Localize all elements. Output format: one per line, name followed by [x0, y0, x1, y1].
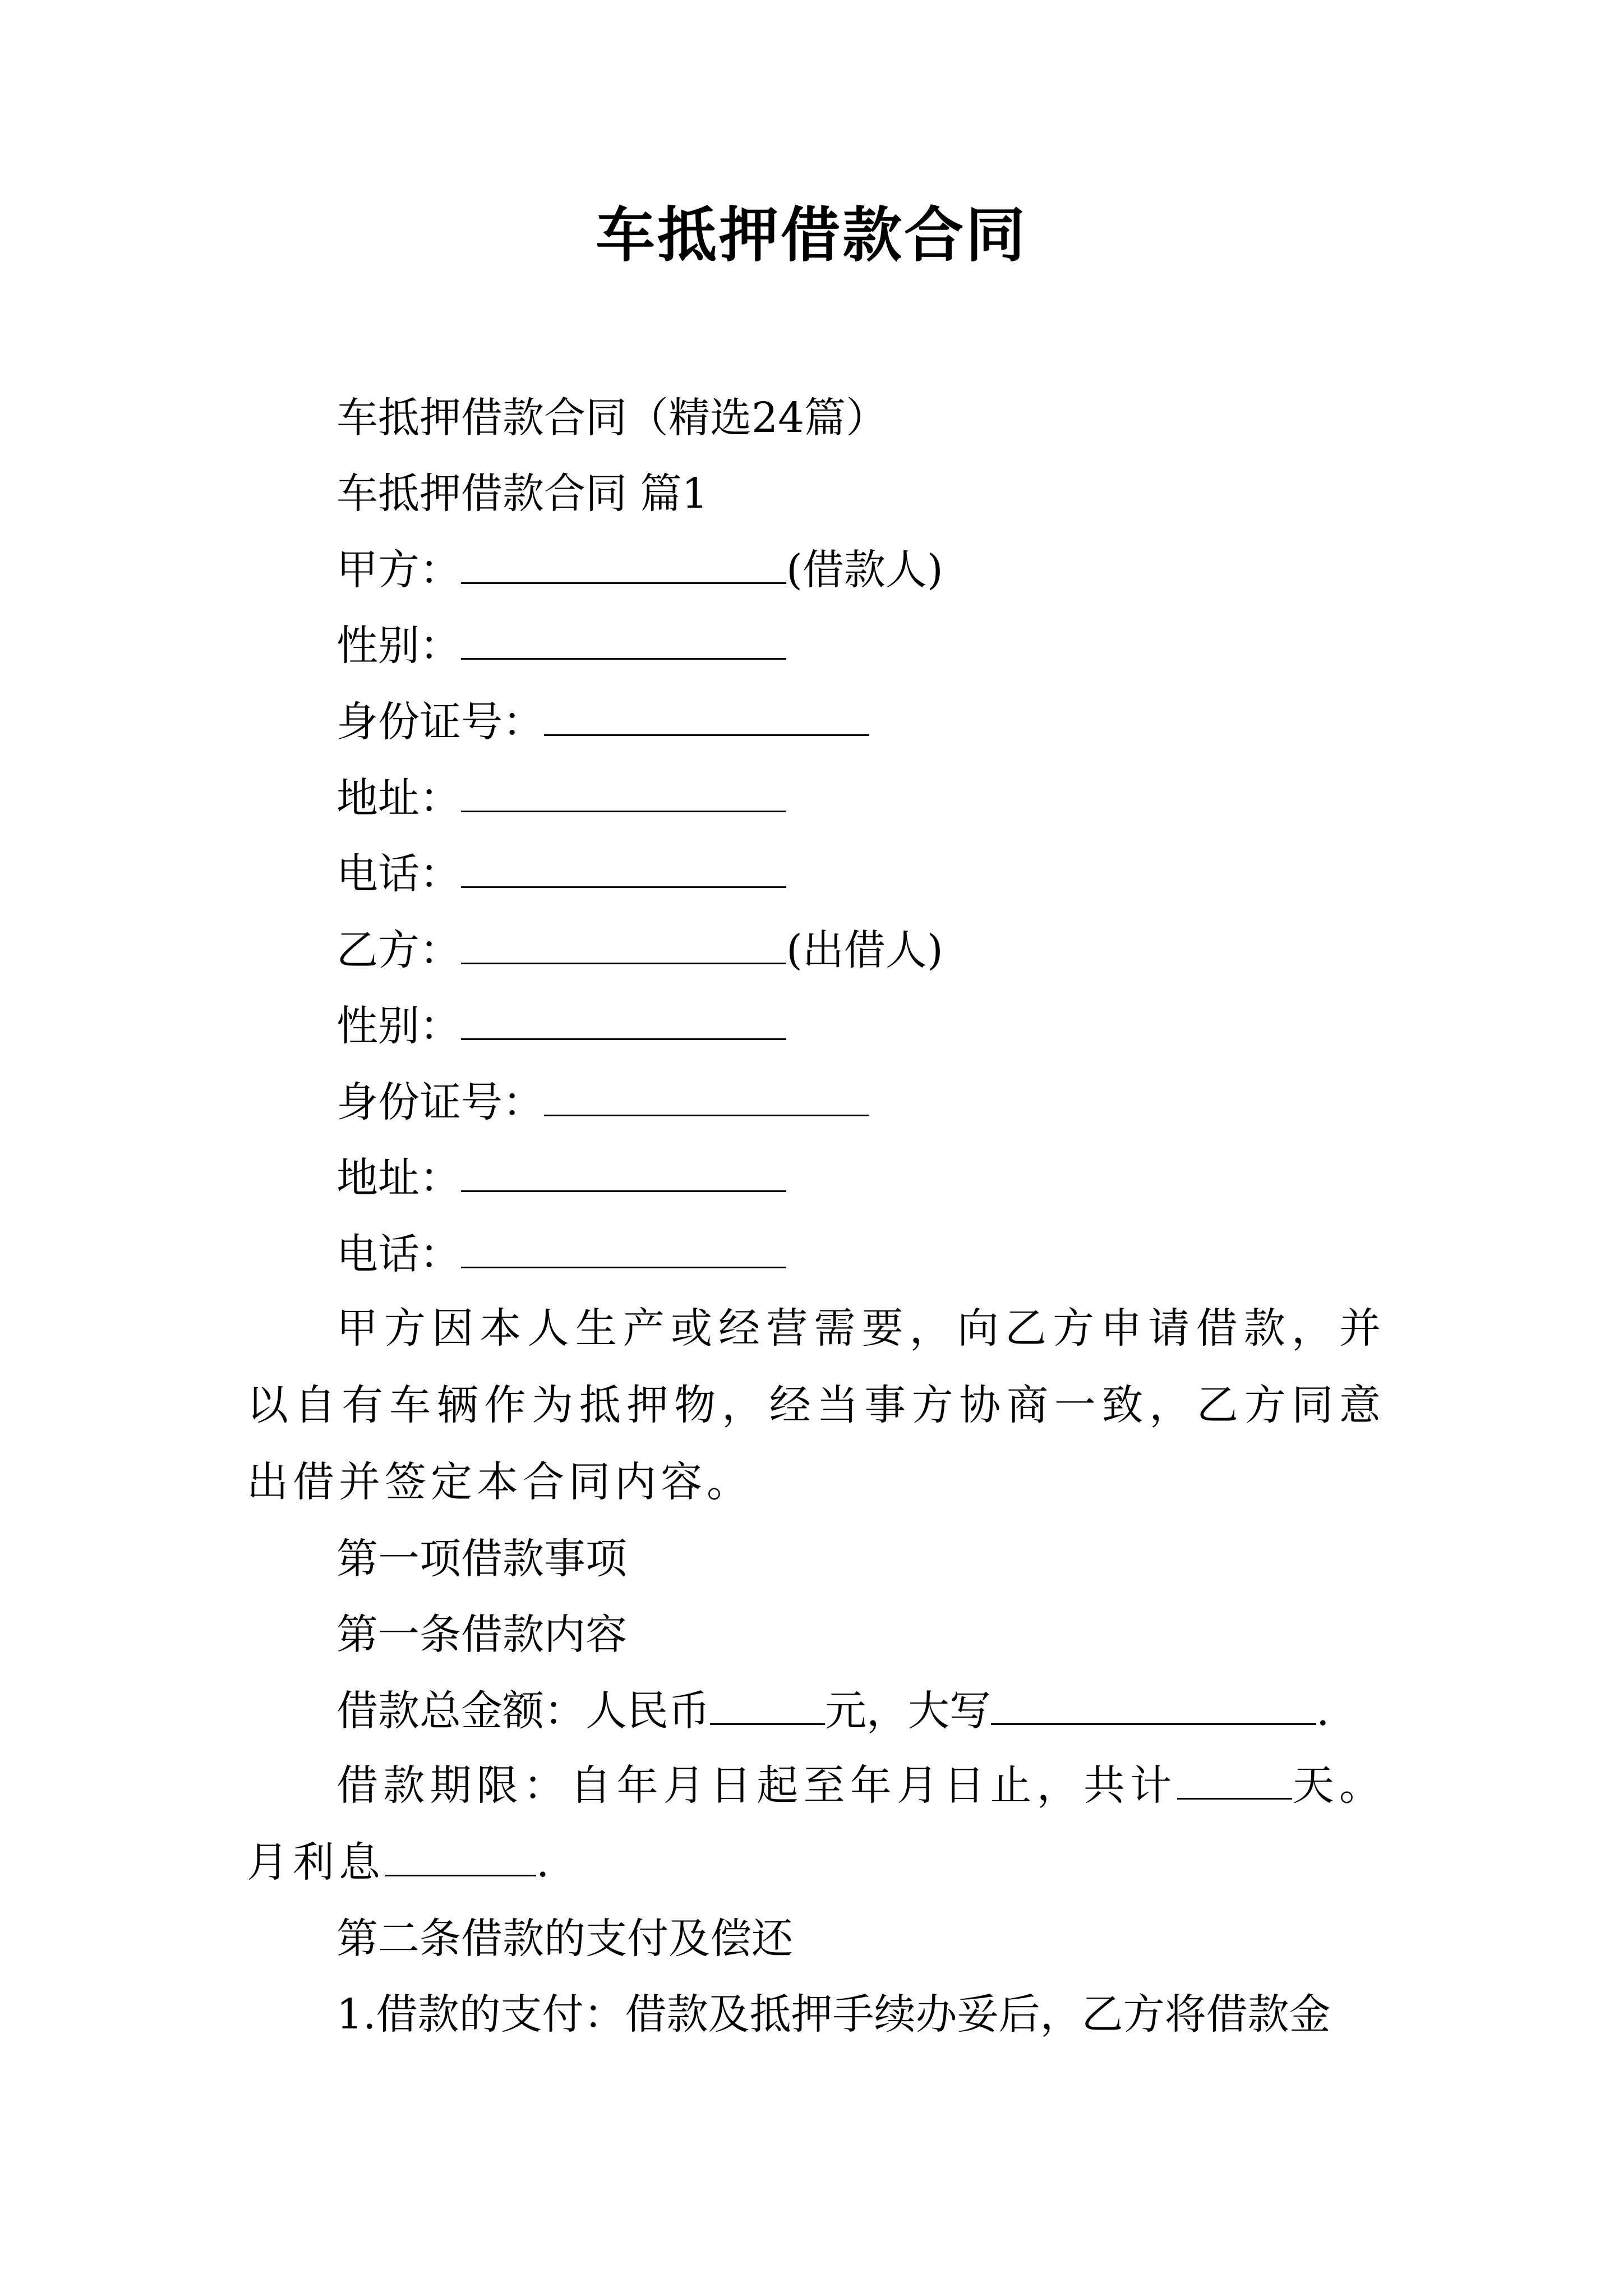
- payment-clause: 1.借款的支付：借款及抵押手续办妥后，乙方将借款金: [336, 1990, 1331, 2039]
- party-a-address-label: 地址：: [336, 774, 461, 822]
- party-b-gender-label: 性别：: [336, 1002, 461, 1050]
- party-a-phone-label: 电话：: [336, 850, 461, 898]
- party-a-name-blank: [461, 543, 786, 584]
- party-b-phone-line: [336, 1226, 786, 1282]
- loan-term-days-blank: [1177, 1759, 1292, 1800]
- party-a-role: (借款人): [786, 546, 943, 594]
- loan-term-paragraph: [247, 1747, 1385, 1901]
- section-heading-1: 第一项借款事项: [336, 1535, 627, 1583]
- party-b-name-blank: [461, 923, 786, 964]
- article-heading-1: 第一条借款内容: [336, 1611, 627, 1659]
- monthly-interest-blank: [385, 1835, 536, 1876]
- article-heading-2: 第二条借款的支付及偿还: [336, 1915, 793, 1963]
- party-b-address-line: [336, 1150, 786, 1206]
- party-b-label: 乙方：: [336, 926, 461, 974]
- party-b-id-label: 身份证号：: [336, 1078, 544, 1126]
- chapter-heading: 车抵押借款合同 篇1: [336, 470, 708, 518]
- party-a-label: 甲方：: [336, 546, 461, 594]
- party-a-address-line: [336, 770, 786, 826]
- party-b-gender-line: [336, 998, 786, 1054]
- loan-amount-unit: 元，大写: [825, 1687, 991, 1735]
- party-b-address-blank: [461, 1151, 786, 1192]
- party-a-id-line: [336, 694, 869, 750]
- party-b-line: [336, 922, 943, 978]
- loan-amount-end: .: [1316, 1687, 1330, 1735]
- party-b-id-line: [336, 1074, 869, 1130]
- party-a-phone-blank: [461, 847, 786, 888]
- loan-amount-words-blank: [991, 1684, 1316, 1725]
- party-a-id-blank: [544, 695, 869, 736]
- loan-amount-line: [336, 1683, 1330, 1739]
- loan-term-text: 借款期限：自年月日起至年月日止，共计: [336, 1761, 1177, 1810]
- party-b-phone-blank: [461, 1227, 786, 1268]
- loan-term-unit: 天。月利息: [247, 1761, 1385, 1887]
- party-b-address-label: 地址：: [336, 1154, 461, 1202]
- loan-amount-label: 借款总金额：人民币: [336, 1687, 710, 1735]
- document-subtitle: 车抵押借款合同（精选24篇）: [336, 394, 888, 442]
- party-b-role: (出借人): [786, 926, 943, 974]
- party-a-line: [336, 542, 943, 598]
- party-a-gender-line: [336, 618, 786, 674]
- party-b-id-blank: [544, 1075, 869, 1116]
- loan-term-end: .: [536, 1838, 554, 1887]
- party-a-gender-blank: [461, 619, 786, 660]
- loan-amount-blank: [710, 1684, 825, 1725]
- party-b-gender-blank: [461, 999, 786, 1040]
- party-a-phone-line: [336, 846, 786, 902]
- document-title: 车抵押借款合同: [596, 201, 1027, 270]
- party-a-id-label: 身份证号：: [336, 698, 544, 746]
- intro-paragraph: 甲方因本人生产或经营需要，向乙方申请借款，并以自有车辆作为抵押物，经当事方协商一致，乙方同意出借并签定本合同内容。: [247, 1304, 1385, 1506]
- party-a-gender-label: 性别：: [336, 622, 461, 670]
- party-a-address-blank: [461, 771, 786, 812]
- party-b-phone-label: 电话：: [336, 1230, 461, 1278]
